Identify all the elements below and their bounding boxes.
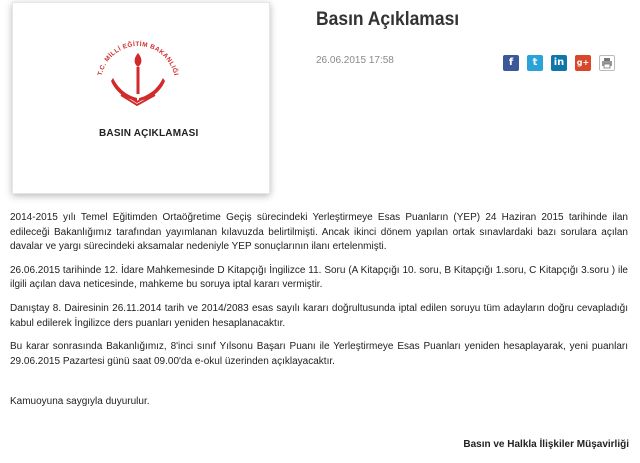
press-release-image-card <box>12 2 270 194</box>
google-plus-icon[interactable]: g+ <box>575 55 591 71</box>
card-label: BASIN AÇIKLAMASI <box>99 128 199 139</box>
linkedin-icon[interactable]: in <box>551 55 567 71</box>
paragraph-3: Danıştay 8. Dairesinin 26.11.2014 tarih ve 2014/2083 esas sayılı kararı doğrultusunda iptal edilen soruyu tüm adayların doğru cevapladığı kabul edilerek İngilizce ders puanları yeniden hesaplanacaktır. <box>10 302 628 329</box>
paragraph-1: 2014-2015 yılı Temel Eğitimden Ortaöğretime Geçiş sürecindeki Yerleştirmeye Esas Puanların (YEP) 24 Haziran 2015 tarihinde ilan edileceği Bakanlığımız tarafından yayımlanan kılavuzda belirtilmişti. Ancak ikinci dönem yapılan ortak sınavlardaki bazı sorulara açılan davalar ve yargı sürecindeki aksamalar nedeniyle YEP sonuçlarının ilanı ertelenmişti. <box>10 212 628 253</box>
page-title: Basın Açıklaması <box>316 9 460 30</box>
print-icon[interactable] <box>599 55 615 71</box>
share-bar <box>503 55 615 71</box>
article-body <box>10 211 628 419</box>
paragraph-4: Bu karar sonrasında Bakanlığımız, 8'inci sınıf Yılsonu Başarı Puanı ile Yerleştirmeye Esas Puanları yeniden hesaplayarak, yeni puanları 29.06.2015 Pazartesi günü saat 09.00'da e-okul üzerinden açıklayacaktır. <box>10 341 628 367</box>
ministry-seal-logo <box>83 23 193 118</box>
closing-line: Kamuoyuna saygıyla duyurulur. <box>10 396 150 408</box>
facebook-icon[interactable]: f <box>503 55 519 71</box>
paragraph-2: 26.06.2015 tarihinde 12. İdare Mahkemesinde D Kitapçığı İngilizce 11. Soru (A Kitapçığı 10. soru, B Kitapçığı 1.soru, C Kitapçığı 3.soru ) ile ilgili açılan dava neticesinde, mahkeme bu soruya iptal kararı vermiştir. <box>10 264 628 291</box>
publish-date: 26.06.2015 17:58 <box>316 55 394 66</box>
signature: Basın ve Halkla İlişkiler Müşavirliği <box>463 439 629 450</box>
twitter-icon[interactable]: t <box>527 55 543 71</box>
svg-text:T.C. MİLLİ EĞİTİM BAKANLIĞI: T.C. MİLLİ EĞİTİM BAKANLIĞI <box>96 40 180 77</box>
